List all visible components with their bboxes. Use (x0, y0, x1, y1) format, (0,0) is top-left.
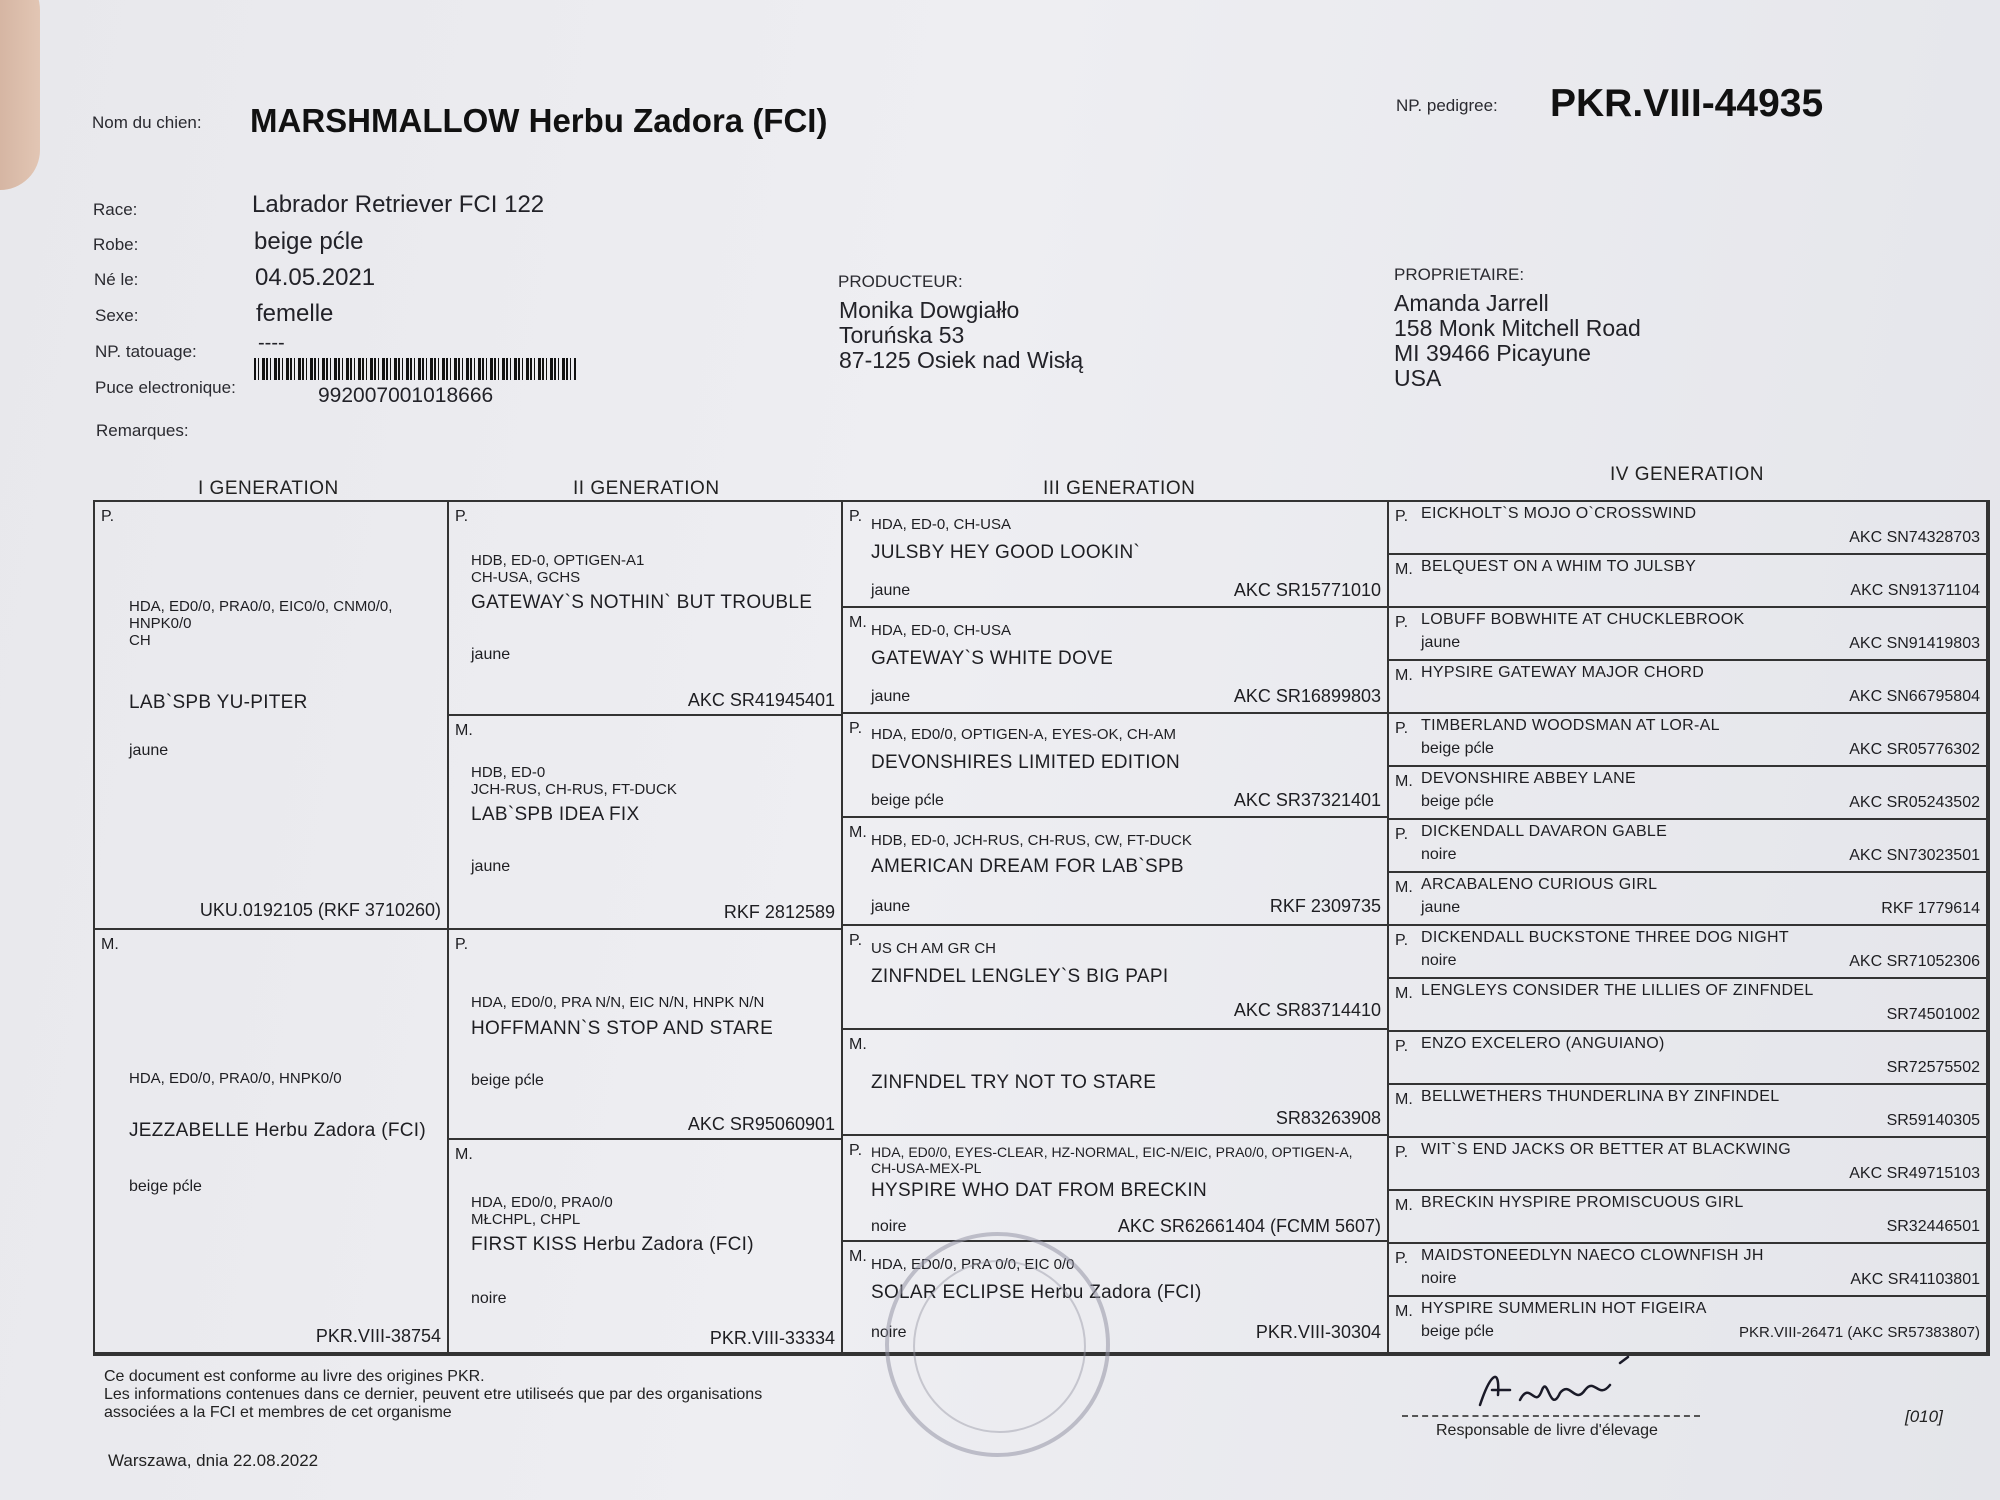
gen4-cell-9 (1389, 926, 1988, 979)
gen3-cell-5 (843, 926, 1389, 1030)
registration-number: PKR.VIII-33334 (709, 1328, 835, 1348)
sex-marker: M. (1395, 667, 1413, 684)
sex-marker: M. (1395, 879, 1413, 896)
dog-name: ARCABALENO CURIOUS GIRL (1421, 876, 1658, 893)
gen4-cell-11 (1389, 1032, 1988, 1085)
coat-color: beige pćle (1421, 740, 1494, 757)
tattoo-value: ---- (258, 332, 285, 354)
producer-address (839, 298, 1083, 373)
sex-marker: P. (849, 932, 863, 949)
gen3-cell-2 (843, 608, 1389, 714)
health-tests: HDA, ED0/0, PRA 0/0, EIC 0/0 (871, 1256, 1075, 1273)
producer-line: Toruńska 53 (839, 322, 965, 348)
dog-name: EICKHOLT`S MOJO O`CROSSWIND (1421, 505, 1697, 522)
gen3-cell-6 (843, 1030, 1389, 1136)
gen1-dam (95, 930, 449, 1354)
gen4-cell-3 (1389, 608, 1988, 661)
sex-marker: P. (1395, 1038, 1409, 1055)
gen4-cell-13 (1389, 1138, 1988, 1191)
sex-marker: M. (455, 722, 473, 739)
sex-marker: M. (1395, 985, 1413, 1002)
sex-value: femelle (256, 300, 334, 327)
sex-marker: P. (455, 508, 469, 525)
sex-marker: P. (101, 508, 115, 525)
sex-marker: P. (1395, 826, 1409, 843)
registration-number: AKC SN91371104 (1850, 582, 1980, 599)
sex-marker: M. (849, 614, 867, 631)
robe-value: beige pćle (254, 228, 364, 255)
gen4-cell-4 (1389, 661, 1988, 714)
sex-marker: M. (101, 936, 119, 953)
gen3-cell-7 (843, 1136, 1389, 1242)
dog-name: ZINFNDEL TRY NOT TO STARE (871, 1072, 1157, 1093)
sex-label: Sexe: (95, 306, 139, 325)
gen2-ds (449, 930, 843, 1140)
registration-number: SR74501002 (1886, 1006, 1980, 1023)
gen3-cell-3 (843, 714, 1389, 818)
dog-name: LAB`SPB YU-PITER (129, 692, 308, 713)
dog-name: BELQUEST ON A WHIM TO JULSBY (1421, 558, 1697, 575)
sex-marker: M. (1395, 773, 1413, 790)
dog-name: LAB`SPB IDEA FIX (471, 804, 640, 825)
registration-number: SR32446501 (1886, 1218, 1980, 1235)
registration-number: PKR.VIII-38754 (315, 1326, 441, 1346)
coat-color: jaune (471, 858, 511, 875)
dog-name: DICKENDALL DAVARON GABLE (1421, 823, 1668, 840)
registration-number: SR59140305 (1886, 1112, 1980, 1129)
dog-name: SOLAR ECLIPSE Herbu Zadora (FCI) (871, 1282, 1202, 1303)
registration-number: PKR.VIII-26471 (AKC SR57383807) (1739, 1324, 1980, 1341)
coat-color: beige pćle (129, 1178, 202, 1195)
pedigree-number: PKR.VIII-44935 (1550, 82, 1824, 125)
coat-color: beige pćle (871, 792, 944, 809)
dog-name: ENZO EXCELERO (ANGUIANO) (1421, 1035, 1665, 1052)
dog-name: LENGLEYS CONSIDER THE LILLIES OF ZINFNDEL (1421, 982, 1814, 999)
registration-number: AKC SR41945401 (687, 690, 835, 710)
remarks-label: Remarques: (96, 421, 189, 440)
thumb-in-frame (0, 0, 40, 190)
pedigree-grid (93, 500, 1990, 1356)
dog-name: HYSPIRE WHO DAT FROM BRECKIN (871, 1180, 1208, 1201)
gen3-cell-4 (843, 818, 1389, 926)
dog-name-label: Nom du chien: (92, 113, 202, 132)
sex-marker: P. (1395, 508, 1409, 525)
race-value: Labrador Retriever FCI 122 (252, 191, 545, 218)
signature-line (1402, 1415, 1700, 1417)
health-tests: HDA, ED-0, CH-USA (871, 516, 1012, 533)
gen4-cell-1 (1389, 502, 1988, 555)
producer-line: Monika Dowgiałło (839, 297, 1020, 323)
dog-name: MAIDSTONEEDLYN NAECO CLOWNFISH JH (1421, 1247, 1764, 1264)
generation-2-header: II GENERATION (573, 478, 720, 499)
health-tests: HDA, ED0/0, OPTIGEN-A, EYES-OK, CH-AM (871, 726, 1177, 743)
dog-name: DEVONSHIRES LIMITED EDITION (871, 752, 1180, 773)
health-tests: HDA, ED0/0, PRA N/N, EIC N/N, HNPK N/N (471, 994, 765, 1011)
pedigree-number-label: NP. pedigree: (1396, 96, 1498, 115)
dog-name: AMERICAN DREAM FOR LAB`SPB (871, 856, 1184, 877)
gen4-cell-14 (1389, 1191, 1988, 1244)
sex-marker: M. (1395, 1303, 1413, 1320)
sex-marker: M. (849, 1248, 867, 1265)
registration-number: AKC SR15771010 (1233, 580, 1381, 600)
coat-color: jaune (871, 688, 911, 705)
gen4-cell-15 (1389, 1244, 1988, 1297)
sex-marker: P. (455, 936, 469, 953)
coat-color: noire (871, 1218, 907, 1235)
robe-label: Robe: (93, 235, 139, 254)
coat-color: jaune (471, 646, 511, 663)
registration-number: AKC SR71052306 (1849, 953, 1980, 970)
coat-color: jaune (1421, 634, 1461, 651)
sex-marker: P. (1395, 932, 1409, 949)
registration-number: AKC SR83714410 (1233, 1000, 1381, 1020)
dog-name: LOBUFF BOBWHITE AT CHUCKLEBROOK (1421, 611, 1745, 628)
form-code: [010] (1905, 1407, 1943, 1426)
dog-name: ZINFNDEL LENGLEY`S BIG PAPI (871, 966, 1169, 987)
gen3-cell-1 (843, 502, 1389, 608)
dog-name: JEZZABELLE Herbu Zadora (FCI) (129, 1120, 426, 1141)
born-label: Né le: (94, 270, 139, 289)
gen4-cell-10 (1389, 979, 1988, 1032)
generation-1-header: I GENERATION (198, 478, 339, 499)
sex-marker: P. (849, 720, 863, 737)
generation-4-header: IV GENERATION (1610, 464, 1764, 485)
owner-line: Amanda Jarrell (1394, 290, 1549, 316)
gen2-sd (449, 716, 843, 930)
health-tests: HDA, ED0/0, PRA0/0, HNPK0/0 (129, 1070, 342, 1087)
producer-label: PRODUCTEUR: (838, 272, 963, 291)
registration-number: AKC SR49715103 (1849, 1165, 1980, 1182)
sex-marker: P. (1395, 1144, 1409, 1161)
signature-role: Responsable de livre d'élevage (1436, 1422, 1658, 1439)
health-tests: US CH AM GR CH (871, 940, 997, 957)
gen4-cell-16 (1389, 1297, 1988, 1354)
health-tests: HDA, ED0/0, PRA0/0 MŁCHPL, CHPL (471, 1194, 613, 1228)
registration-number: AKC SN66795804 (1849, 688, 1980, 705)
gen4-cell-12 (1389, 1085, 1988, 1138)
dog-name: DICKENDALL BUCKSTONE THREE DOG NIGHT (1421, 929, 1789, 946)
health-tests: HDB, ED-0 JCH-RUS, CH-RUS, FT-DUCK (471, 764, 677, 798)
registration-number: SR83263908 (1275, 1108, 1381, 1128)
dog-name: GATEWAY`S WHITE DOVE (871, 648, 1114, 669)
owner-line: USA (1394, 365, 1442, 391)
owner-label: PROPRIETAIRE: (1394, 265, 1525, 284)
coat-color: beige pćle (1421, 1323, 1494, 1340)
registration-number: UKU.0192105 (RKF 3710260) (199, 900, 441, 920)
dog-name: WIT`S END JACKS OR BETTER AT BLACKWING (1421, 1141, 1791, 1158)
gen4-cell-7 (1389, 820, 1988, 873)
chip-value: 992007001018666 (318, 384, 494, 407)
registration-number: AKC SR37321401 (1233, 790, 1381, 810)
chip-label: Puce electronique: (95, 378, 236, 397)
health-tests: HDA, ED0/0, PRA0/0, EIC0/0, CNM0/0, HNPK0/0 CH (129, 598, 393, 649)
dog-name: TIMBERLAND WOODSMAN AT LOR-AL (1421, 717, 1720, 734)
sex-marker: M. (1395, 1091, 1413, 1108)
registration-number: AKC SR95060901 (687, 1114, 835, 1134)
coat-color: noire (1421, 1270, 1457, 1287)
sex-marker: P. (849, 1142, 863, 1159)
place-and-date: Warszawa, dnia 22.08.2022 (108, 1451, 319, 1470)
coat-color: jaune (871, 898, 911, 915)
registration-number: AKC SR05776302 (1849, 741, 1980, 758)
coat-color: beige pćle (471, 1072, 544, 1089)
generation-3-header: III GENERATION (1043, 478, 1196, 499)
dog-name: JULSBY HEY GOOD LOOKIN` (871, 542, 1141, 563)
registration-number: AKC SN74328703 (1849, 529, 1980, 546)
gen2-dd (449, 1140, 843, 1354)
dog-name: MARSHMALLOW Herbu Zadora (FCI) (250, 102, 828, 139)
sex-marker: M. (455, 1146, 473, 1163)
gen4-cell-2 (1389, 555, 1988, 608)
registration-number: RKF 1779614 (1881, 900, 1980, 917)
coat-color: jaune (871, 582, 911, 599)
registration-number: AKC SN73023501 (1849, 847, 1980, 864)
registration-number: PKR.VIII-30304 (1255, 1322, 1381, 1342)
sex-marker: M. (1395, 1197, 1413, 1214)
sex-marker: M. (849, 1036, 867, 1053)
sex-marker: P. (849, 508, 863, 525)
race-label: Race: (93, 200, 138, 219)
registration-number: AKC SR41103801 (1850, 1271, 1980, 1288)
registry-seal-stamp (885, 1232, 1110, 1457)
registration-number: AKC SR16899803 (1233, 686, 1381, 706)
sex-marker: M. (849, 824, 867, 841)
coat-color: jaune (129, 742, 169, 759)
owner-line: 158 Monk Mitchell Road (1394, 315, 1641, 341)
registration-number: RKF 2309735 (1269, 896, 1381, 916)
born-value: 04.05.2021 (255, 264, 376, 291)
sex-marker: P. (1395, 1250, 1409, 1267)
chip-barcode (254, 358, 576, 380)
registration-number: AKC SN91419803 (1849, 635, 1980, 652)
coat-color: beige pćle (1421, 793, 1494, 810)
dog-name: FIRST KISS Herbu Zadora (FCI) (471, 1234, 754, 1255)
registration-number: RKF 2812589 (723, 902, 835, 922)
registration-number: AKC SR62661404 (FCMM 5607) (1117, 1216, 1381, 1236)
health-tests: HDB, ED-0, OPTIGEN-A1 CH-USA, GCHS (471, 552, 645, 586)
owner-address (1394, 291, 1641, 391)
gen4-cell-8 (1389, 873, 1988, 926)
sex-marker: P. (1395, 614, 1409, 631)
producer-line: 87-125 Osiek nad Wisłą (839, 347, 1084, 373)
dog-name: BELLWETHERS THUNDERLINA BY ZINFINDEL (1421, 1088, 1780, 1105)
health-tests: HDB, ED-0, JCH-RUS, CH-RUS, CW, FT-DUCK (871, 832, 1192, 849)
sex-marker: P. (1395, 720, 1409, 737)
coat-color: noire (1421, 952, 1457, 969)
conformity-note: Ce document est conforme au livre des origines PKR. Les informations contenues dans ce dernier, peuvent etre utiliseés que par des organisations associées a la FCI et membres de cet organisme (104, 1368, 763, 1421)
registration-number: SR72575502 (1886, 1059, 1980, 1076)
dog-name: DEVONSHIRE ABBEY LANE (1421, 770, 1636, 787)
gen1-sire (95, 502, 449, 930)
health-tests: HDA, ED-0, CH-USA (871, 622, 1012, 639)
coat-color: noire (871, 1324, 907, 1341)
coat-color: jaune (1421, 899, 1461, 916)
registration-number: AKC SR05243502 (1849, 794, 1980, 811)
dog-name: GATEWAY`S NOTHIN` BUT TROUBLE (471, 592, 813, 613)
coat-color: noire (471, 1290, 507, 1307)
owner-line: MI 39466 Picayune (1394, 340, 1591, 366)
dog-name: HYSPIRE SUMMERLIN HOT FIGEIRA (1421, 1300, 1707, 1317)
dog-name: HOFFMANN`S STOP AND STARE (471, 1018, 774, 1039)
gen4-cell-5 (1389, 714, 1988, 767)
tattoo-label: NP. tatouage: (95, 342, 197, 361)
dog-name: BRECKIN HYSPIRE PROMISCUOUS GIRL (1421, 1194, 1744, 1211)
gen2-ss (449, 502, 843, 716)
coat-color: noire (1421, 846, 1457, 863)
health-tests: HDA, ED0/0, EYES-CLEAR, HZ-NORMAL, EIC-N/EIC, PRA0/0, OPTIGEN-A, CH-USA-MEX-PL (871, 1144, 1353, 1176)
gen4-cell-6 (1389, 767, 1988, 820)
dog-name: HYPSIRE GATEWAY MAJOR CHORD (1421, 664, 1705, 681)
sex-marker: M. (1395, 561, 1413, 578)
